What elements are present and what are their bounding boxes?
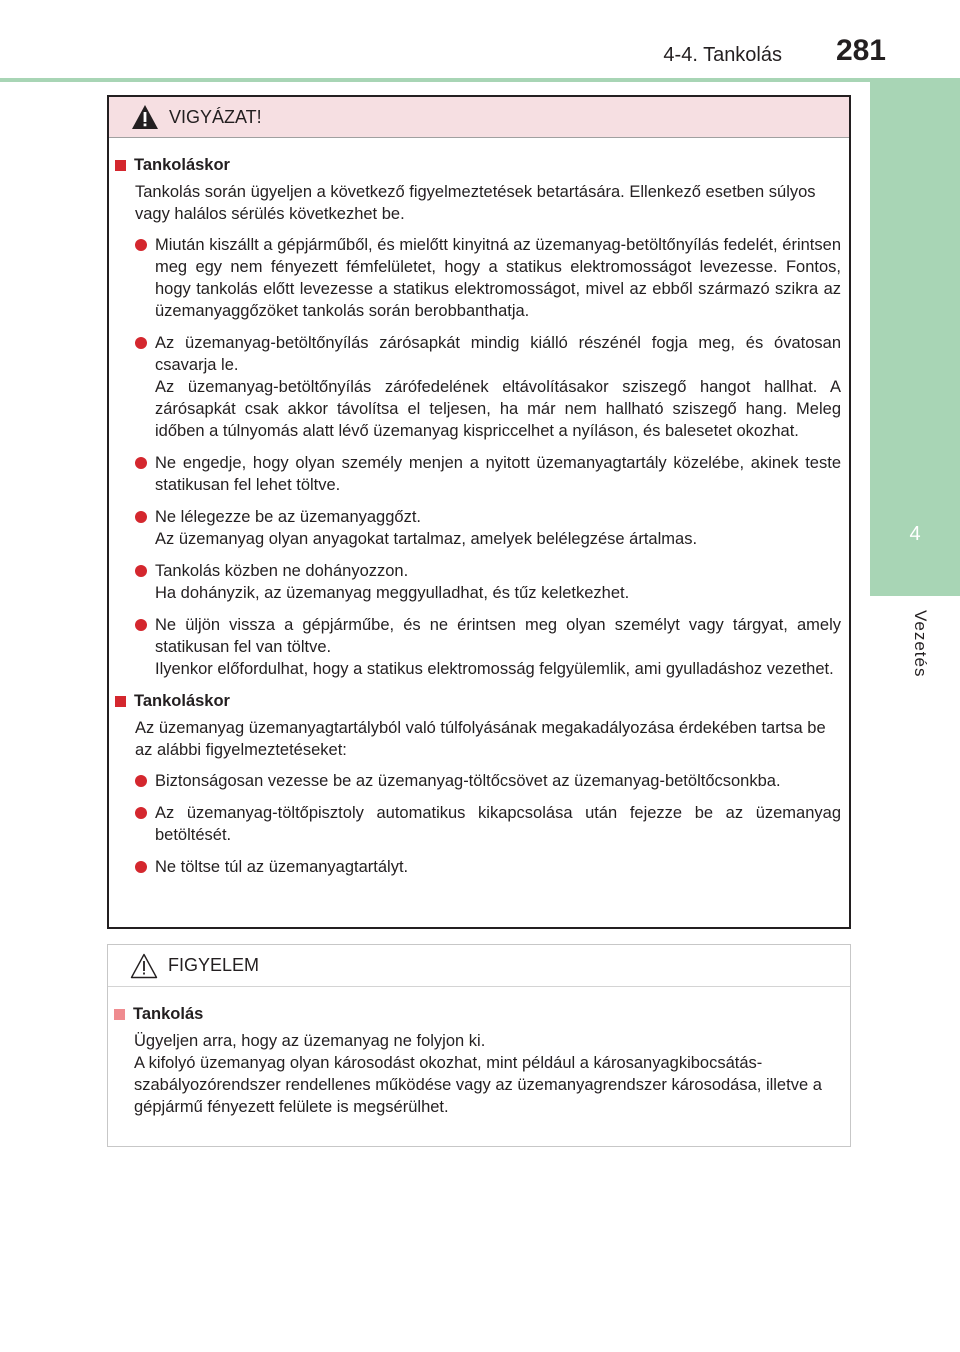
caution-title: VIGYÁZAT! — [169, 106, 262, 127]
round-bullet-icon — [135, 775, 147, 787]
list-item-text: Az üzemanyag olyan anyagokat tartalmaz, amelyek belélegzése ártalmas. — [155, 530, 698, 548]
round-bullet-icon — [135, 239, 147, 251]
header-rule — [0, 78, 960, 82]
chapter-label: Vezetés — [911, 610, 930, 678]
list-item-text: Ilyenkor előfordulhat, hogy a statikus elektromosság felgyülemlik, ami gyulladáshoz vezethet. — [155, 660, 834, 678]
list-item-text: Az üzemanyag-betöltőnyílás zárósapkát mindig kiálló részénél fogja meg, és óvatosan csavarja le. — [155, 334, 841, 374]
notice-header — [108, 945, 850, 987]
chapter-number: 4 — [909, 523, 921, 545]
list-item-text: Ne üljön vissza a gépjárműbe, és ne érintsen meg olyan személyt vagy tárgyat, amely statikusan fel van töltve. — [155, 616, 841, 656]
subsection-heading — [115, 690, 841, 712]
square-bullet-icon — [115, 696, 126, 707]
caution-box — [107, 95, 851, 929]
page-number: 281 — [835, 34, 886, 67]
notice-line: Ügyeljen arra, hogy az üzemanyag ne folyjon ki. — [134, 1032, 486, 1050]
notice-body — [108, 987, 850, 1118]
caution-body — [109, 138, 849, 878]
list-item-text: Ne töltse túl az üzemanyagtartályt. — [155, 858, 409, 876]
round-bullet-icon — [135, 337, 147, 349]
list-item — [115, 332, 841, 442]
section-title: 4-4. Tankolás — [663, 44, 782, 66]
round-bullet-icon — [135, 457, 147, 469]
square-bullet-icon — [114, 1009, 125, 1020]
subsection-title: Tankoláskor — [134, 692, 230, 710]
warning-triangle-icon — [131, 104, 159, 130]
round-bullet-icon — [135, 861, 147, 873]
round-bullet-icon — [135, 511, 147, 523]
subsection-intro: Tankolás során ügyeljen a következő figyelmeztetések betartására. Ellenkező esetben súlyos vagy halálos sérülés következhet be. — [135, 183, 816, 223]
round-bullet-icon — [135, 807, 147, 819]
list-item-text: Ha dohányzik, az üzemanyag meggyulladhat, és tűz keletkezhet. — [155, 584, 630, 602]
subsection-intro: Az üzemanyag üzemanyagtartályból való túlfolyásának megakadályozása érdekében tartsa be az alábbi figyelmeztetéseket: — [135, 719, 826, 759]
list-item-text: Ne engedje, hogy olyan személy menjen a nyitott üzemanyagtartály közelébe, akinek teste statikusan fel lehet töltve. — [155, 454, 841, 494]
list-item — [115, 802, 841, 846]
notice-box — [107, 944, 851, 1147]
list-item-text: Miután kiszállt a gépjárműből, és mielőtt kinyitná az üzemanyag-betöltőnyílás fedelét, érintsen meg egy nem fényezett fémfelületet, hogy a statikus elektromosságot levezesse. Fontos, hogy tankolás előtt levezesse a statikus elektromosságot, mivel az ebből származó szikra az üzemanyaggőzöket tankolás során berobbanthatja. — [155, 236, 841, 320]
square-bullet-icon — [115, 160, 126, 171]
list-item — [115, 452, 841, 496]
list-item — [115, 506, 841, 550]
list-item-text: Ne lélegezze be az üzemanyaggőzt. — [155, 508, 421, 526]
notice-text — [114, 1030, 842, 1118]
notice-line: A kifolyó üzemanyag olyan károsodást okozhat, mint például a károsanyagkibocsátás-szabályozórendszer rendellenes működése vagy az üzemanyagrendszer károsodása, illetve a gépjármű fényezett felülete is megsérülhet. — [134, 1054, 822, 1116]
caution-header — [109, 97, 849, 138]
round-bullet-icon — [135, 619, 147, 631]
subsection-heading — [115, 154, 841, 176]
list-item-text: Az üzemanyag-töltőpisztoly automatikus kikapcsolása után fejezze be az üzemanyag betöltését. — [155, 804, 841, 844]
list-item-text: Tankolás közben ne dohányozzon. — [155, 562, 409, 580]
list-item — [115, 856, 841, 878]
list-item-text: Biztonságosan vezesse be az üzemanyag-töltőcsövet az üzemanyag-betöltőcsonkba. — [155, 772, 781, 790]
round-bullet-icon — [135, 565, 147, 577]
subsection-title: Tankolás — [133, 1005, 204, 1023]
list-item — [115, 234, 841, 322]
chapter-tab — [870, 82, 960, 596]
subsection-title: Tankoláskor — [134, 156, 230, 174]
notice-title: FIGYELEM — [168, 955, 260, 975]
list-item — [115, 770, 841, 792]
list-item — [115, 614, 841, 680]
subsection-heading — [114, 1003, 842, 1025]
notice-triangle-icon — [130, 953, 158, 979]
list-item — [115, 560, 841, 604]
list-item-text: Az üzemanyag-betöltőnyílás zárófedelének eltávolításakor sziszegő hangot hallhat. A zárósapkát csak akkor távolítsa el teljesen, ha már nem hallható sziszegő hang. Meleg időben a túlnyomás alatt lévő üzemanyag kispriccelhet a nyíláson, és balesetet okozhat. — [155, 378, 841, 440]
